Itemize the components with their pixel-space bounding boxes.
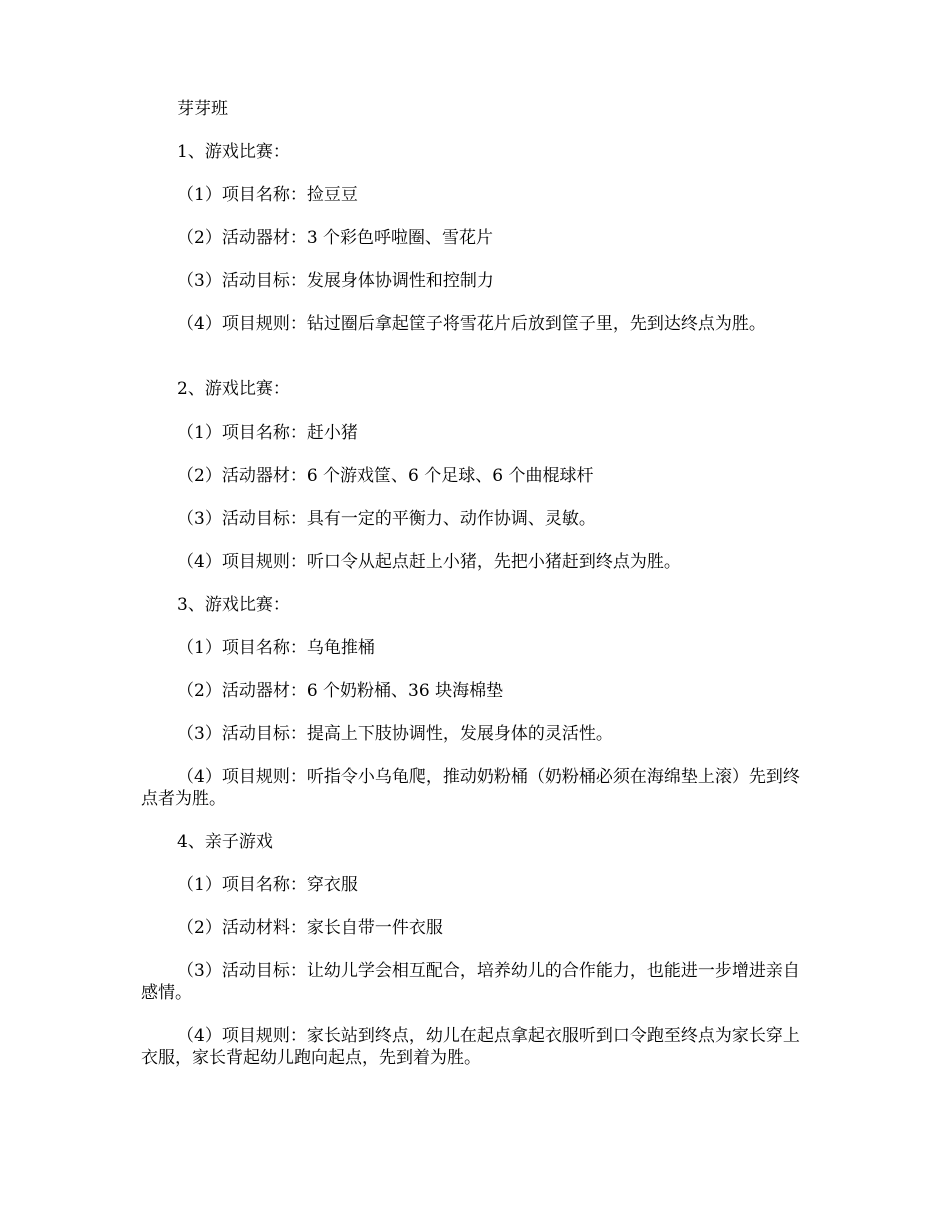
section-3-heading: 3、游戏比赛： bbox=[177, 595, 290, 615]
section-3-item-2: （2）活动器材：6 个奶粉桶、36 块海棉垫 bbox=[177, 681, 504, 701]
section-4-item-1: （1）项目名称：穿衣服 bbox=[177, 875, 358, 895]
section-1-heading: 1、游戏比赛： bbox=[177, 142, 290, 162]
class-title: 芽芽班 bbox=[177, 99, 228, 119]
section-4-item-4: （4）项目规则：家长站到终点，幼儿在起点拿起衣服听到口令跑至终点为家长穿上衣服，家长背起幼儿跑向起点，先到着为胜。 bbox=[141, 1026, 800, 1068]
section-2-item-3: （3）活动目标：具有一定的平衡力、动作协调、灵敏。 bbox=[177, 509, 596, 529]
section-4-item-3: （3）活动目标：让幼儿学会相互配合，培养幼儿的合作能力，也能进一步增进亲自感情。 bbox=[141, 961, 800, 1003]
section-1-item-4: （4）项目规则：钻过圈后拿起筐子将雪花片后放到筐子里，先到达终点为胜。 bbox=[177, 314, 766, 334]
section-4-item-2: （2）活动材料：家长自带一件衣服 bbox=[177, 918, 443, 938]
section-3-item-1: （1）项目名称：乌龟推桶 bbox=[177, 638, 375, 658]
section-3-item-3: （3）活动目标：提高上下肢协调性，发展身体的灵活性。 bbox=[177, 724, 613, 744]
section-3-item-4: （4）项目规则：听指令小乌龟爬，推动奶粉桶（奶粉桶必须在海绵垫上滚）先到终点者为胜。 bbox=[141, 767, 800, 809]
section-1-item-1: （1）项目名称：捡豆豆 bbox=[177, 185, 358, 205]
section-2-item-4: （4）项目规则：听口令从起点赶上小猪，先把小猪赶到终点为胜。 bbox=[177, 552, 681, 572]
section-2-item-2: （2）活动器材：6 个游戏筐、6 个足球、6 个曲棍球杆 bbox=[177, 466, 594, 486]
section-2-item-1: （1）项目名称：赶小猪 bbox=[177, 423, 358, 443]
section-4-heading: 4、亲子游戏 bbox=[177, 832, 273, 852]
section-1-item-2: （2）活动器材：3 个彩色呼啦圈、雪花片 bbox=[177, 228, 494, 248]
section-2-heading: 2、游戏比赛： bbox=[177, 379, 290, 399]
section-1-item-3: （3）活动目标：发展身体协调性和控制力 bbox=[177, 271, 494, 291]
